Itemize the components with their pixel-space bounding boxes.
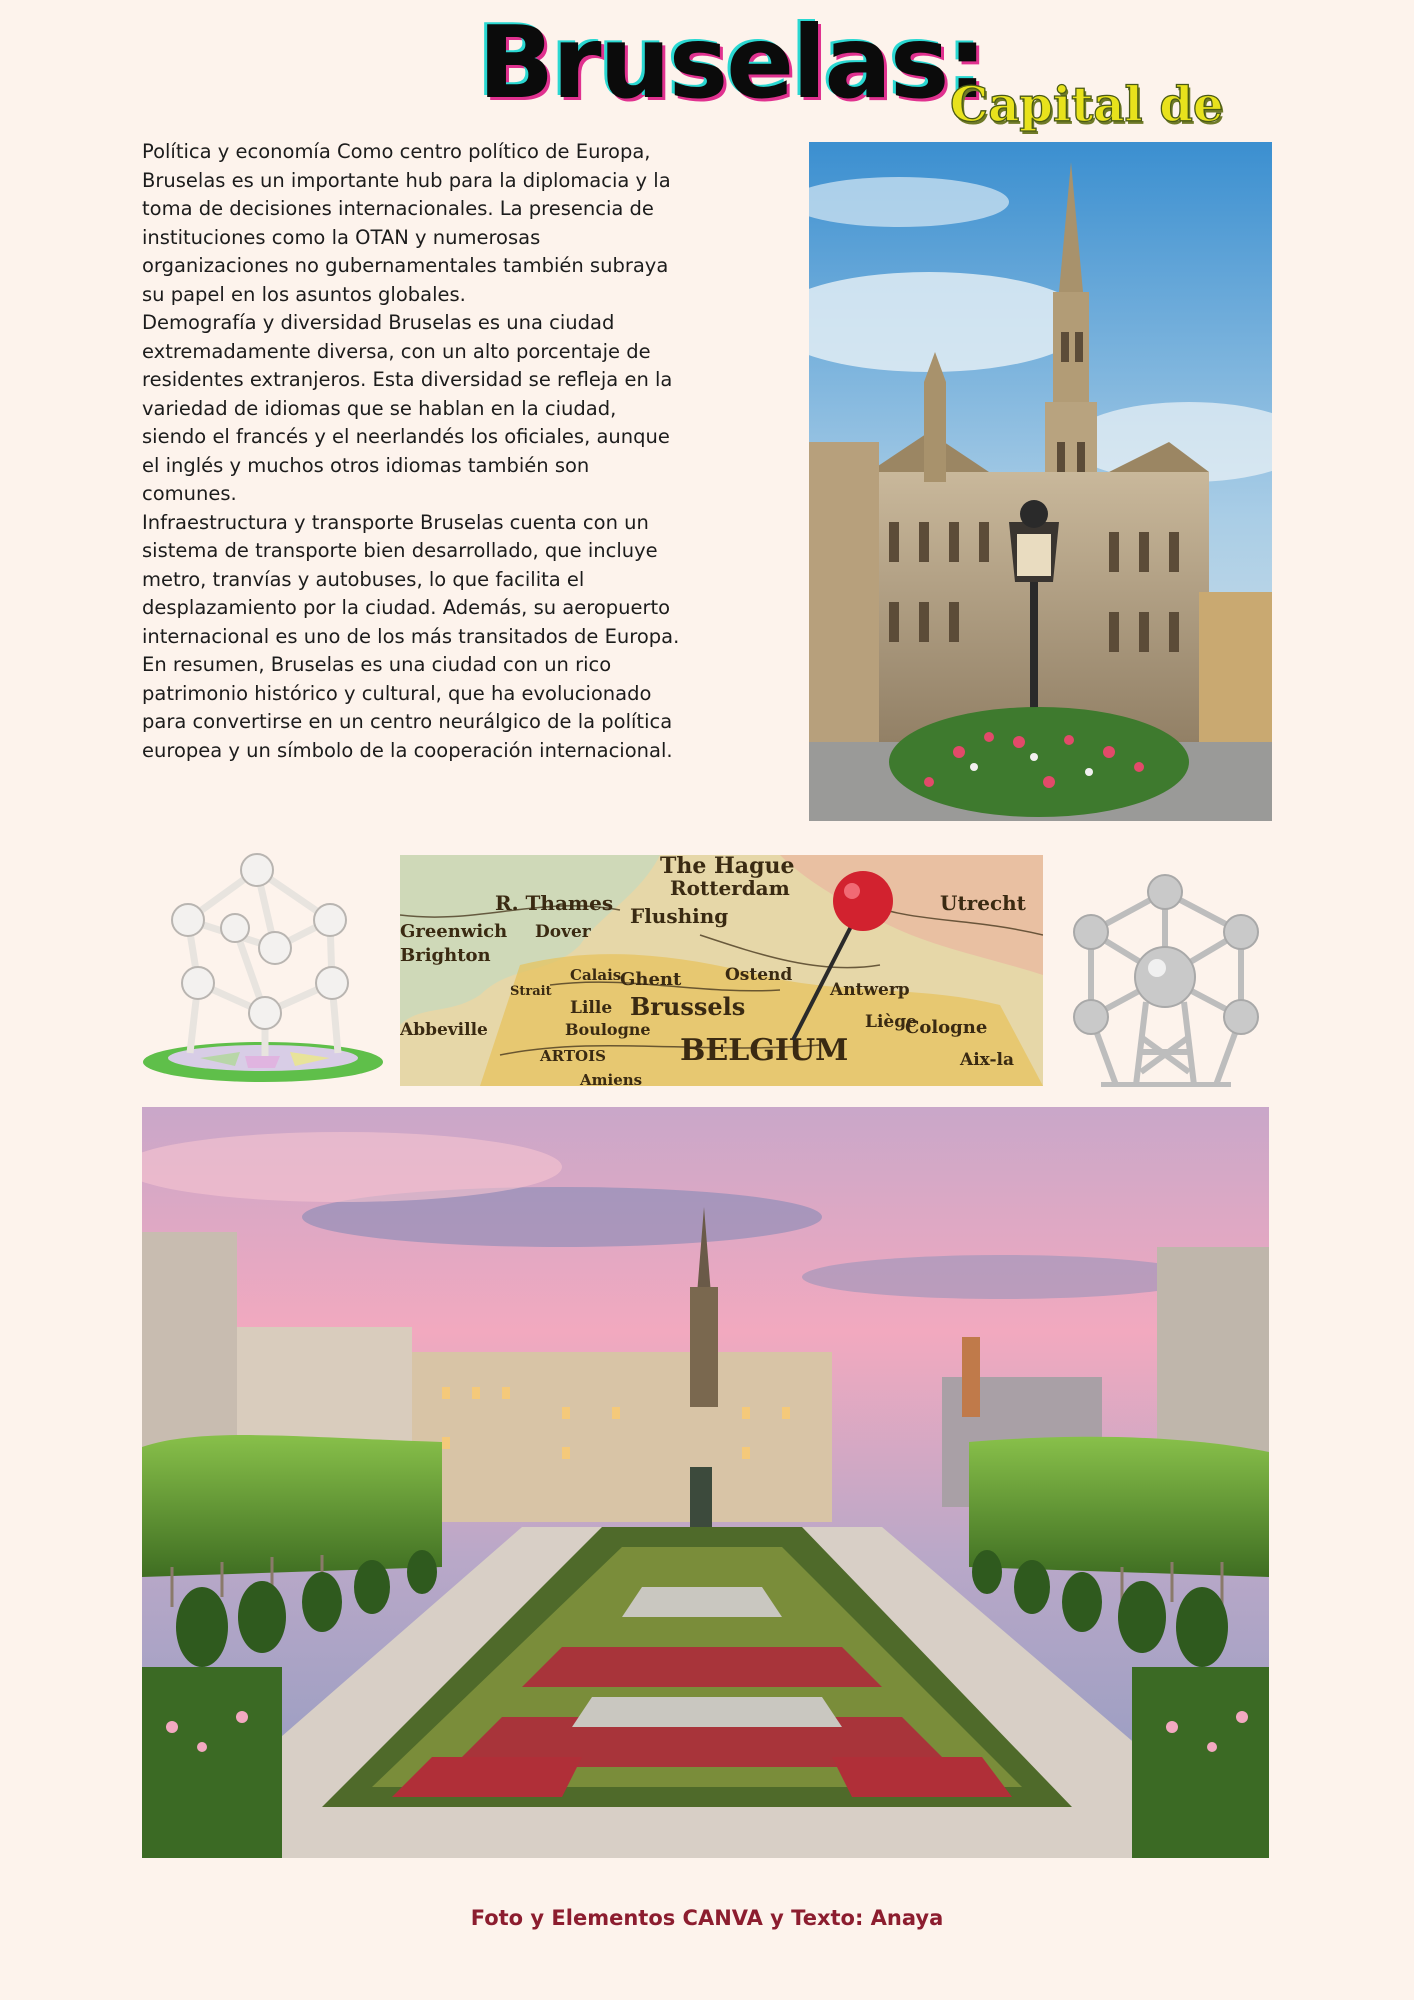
map-label-calais: Calais bbox=[570, 966, 622, 984]
map-label-ghent: Ghent bbox=[620, 969, 682, 990]
map-label-antwerp: Antwerp bbox=[830, 980, 910, 1000]
map-label-strait: Strait bbox=[510, 984, 552, 999]
atomium-illustration bbox=[140, 848, 386, 1086]
mont-des-arts-photo bbox=[142, 1107, 1269, 1858]
article-body bbox=[142, 138, 682, 765]
map-label-ostend: Ostend bbox=[725, 965, 793, 985]
map-label-belgium: BELGIUM bbox=[680, 1033, 849, 1068]
map-label-brussels: Brussels bbox=[630, 992, 746, 1021]
paragraph-summary: En resumen, Bruselas es una ciudad con un rico patrimonio histórico y cultural, que ha evolucionado para convertirse en un centro neurálgico de la política europea y un símbolo de la cooperación internacional. bbox=[142, 653, 673, 762]
map-label-rotterdam: Rotterdam bbox=[670, 876, 790, 900]
map-label-flushing: Flushing bbox=[630, 904, 729, 928]
atomium-icon bbox=[1061, 872, 1270, 1087]
belgium-map-photo bbox=[400, 855, 1043, 1086]
map-label-greenwich: Greenwich bbox=[400, 921, 508, 942]
page-title: Bruselas: bbox=[478, 4, 986, 121]
map-label-brighton: Brighton bbox=[400, 945, 491, 966]
map-label-aix: Aix-la bbox=[960, 1050, 1015, 1070]
map-label-cologne: Cologne bbox=[905, 1017, 988, 1038]
paragraph-politics: Política y economía Como centro político de Europa, Bruselas es un importante hub para la diplomacia y la toma de decisiones internacionales. La presencia de instituciones como la OTAN y numerosas organizaciones no gubernamentales también subraya su papel en los asuntos globales. bbox=[142, 140, 671, 306]
page-subtitle: Capital de bbox=[950, 77, 1224, 133]
map-label-liege: Liège bbox=[865, 1012, 917, 1032]
map-label-utrecht: Utrecht bbox=[940, 891, 1026, 915]
paragraph-transport: Infraestructura y transporte Bruselas cuenta con un sistema de transporte bien desarrollado, que incluye metro, tranvías y autobuses, lo que facilita el desplazamiento por la ciudad. Además, su aeropuerto internacional es uno de los más transitados de Europa. bbox=[142, 510, 680, 648]
map-label-artois: ARTOIS bbox=[540, 1047, 606, 1065]
map-label-abbeville: Abbeville bbox=[400, 1020, 488, 1040]
photo-credit: Foto y Elementos CANVA y Texto: Anaya bbox=[470, 1906, 944, 1930]
map-label-thames: R. Thames bbox=[495, 891, 614, 915]
map-label-amiens: Amiens bbox=[580, 1071, 643, 1086]
town-hall-photo bbox=[809, 142, 1272, 821]
map-label-dover: Dover bbox=[535, 922, 591, 942]
map-label-boulogne: Boulogne bbox=[565, 1020, 651, 1039]
map-label-the-hague: The Hague bbox=[660, 855, 795, 879]
map-label-lille: Lille bbox=[570, 998, 613, 1018]
paragraph-demography: Demografía y diversidad Bruselas es una ciudad extremadamente diversa, con un alto porcentaje de residentes extranjeros. Esta diversidad se refleja en la variedad de idiomas que se hablan en la ciudad, siendo el francés y el neerlandés los oficiales, aunque el inglés y muchos otros idiomas también son comunes. bbox=[142, 311, 673, 505]
